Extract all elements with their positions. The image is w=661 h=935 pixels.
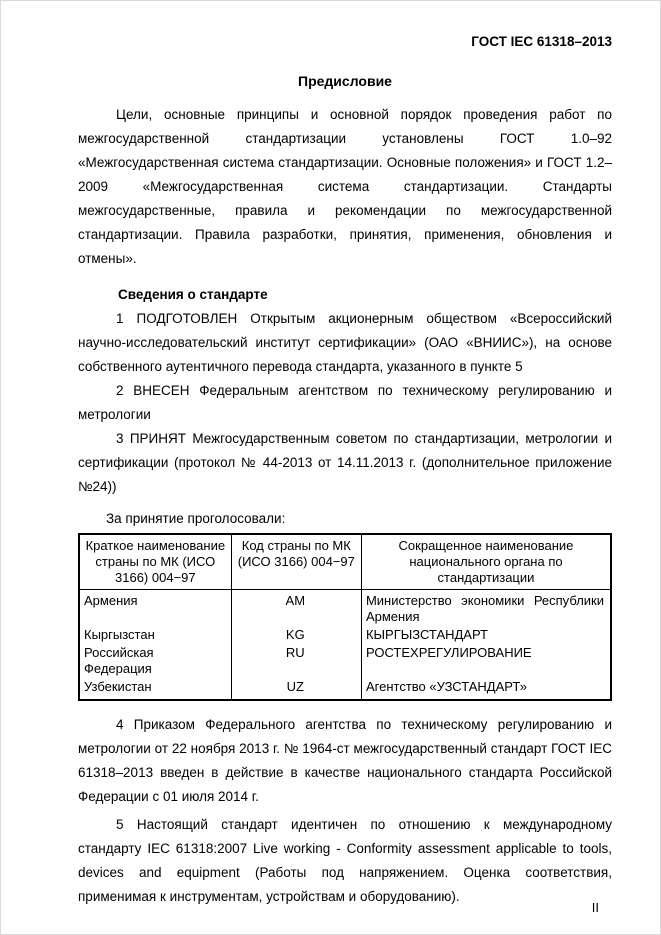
identity-paragraph: 5 Настоящий стандарт идентичен по отношению к международному стандарту IEC 61318:2007 Live working - Conformity assessment applicable to tools, devices and equipment (Работы под напряжением. Оценка соответствия, применимая к инструментам, устройствам и оборудованию). [78, 817, 612, 904]
cell-code: RU [231, 644, 361, 678]
document-number: ГОСТ IEC 61318–2013 [471, 34, 612, 49]
cell-org: РОСТЕХРЕГУЛИРОВАНИЕ [361, 644, 611, 678]
vote-table [78, 533, 612, 701]
cell-country: Российская Федерация [79, 644, 231, 678]
table-row [79, 590, 611, 627]
info-item-2: 2 ВНЕСЕН Федеральным агентством по техническому регулированию и метрологии [78, 383, 612, 422]
cell-org: Агентство «УЗСТАНДАРТ» [361, 678, 611, 700]
page-number: II [591, 900, 599, 915]
page-title: Предисловие [298, 73, 392, 89]
table-row [79, 678, 611, 700]
order-paragraph: 4 Приказом Федерального агентства по техническому регулированию и метрологии от 22 ноября 2013 г. № 1964-ст межгосударственный стандарт ГОСТ IEC 61318–2013 введен в действие в качестве национального стандарта Российской Федерации с 01 июля 2014 г. [78, 717, 612, 804]
col-header-code: Код страны по МК (ИСО 3166) 004−97 [231, 534, 361, 590]
cell-code: KG [231, 626, 361, 644]
cell-org: Министерство экономики Республики Армения [361, 590, 611, 627]
table-row [79, 626, 611, 644]
table-row [79, 644, 611, 678]
cell-code: AM [231, 590, 361, 627]
cell-org: КЫРГЫЗСТАНДАРТ [361, 626, 611, 644]
col-header-country: Краткое наименование страны по МК (ИСО 3166) 004−97 [79, 534, 231, 590]
section-subtitle: Сведения о стандарте [118, 287, 268, 302]
info-item-1: 1 ПОДГОТОВЛЕН Открытым акционерным обществом «Всероссийский научно-исследовательский институт сертификации» (ОАО «ВНИИС»), на основе собственного аутентичного перевода стандарта, указанного в пункте 5 [78, 311, 612, 374]
table-header-row [79, 534, 611, 590]
col-header-org: Сокращенное наименование национального органа по стандартизации [361, 534, 611, 590]
cell-country: Кыргызстан [79, 626, 231, 644]
cell-country: Армения [79, 590, 231, 627]
intro-paragraph: Цели, основные принципы и основной порядок проведения работ по межгосударственной стандартизации установлены ГОСТ 1.0–92 «Межгосударственная система стандартизации. Основные положения» и ГОСТ 1.2–2009 «Межгосударственная система стандартизации. Стандарты межгосударственные, правила и рекомендации по межгосударственной стандартизации. Правила разработки, принятия, применения, обновления и отмены». [78, 107, 612, 266]
cell-country: Узбекистан [79, 678, 231, 700]
vote-label: За принятие проголосовали: [106, 511, 286, 526]
info-item-3: 3 ПРИНЯТ Межгосударственным советом по стандартизации, метрологии и сертификации (протокол № 44-2013 от 14.11.2013 г. (дополнительное приложение №24)) [78, 431, 612, 494]
cell-code: UZ [231, 678, 361, 700]
